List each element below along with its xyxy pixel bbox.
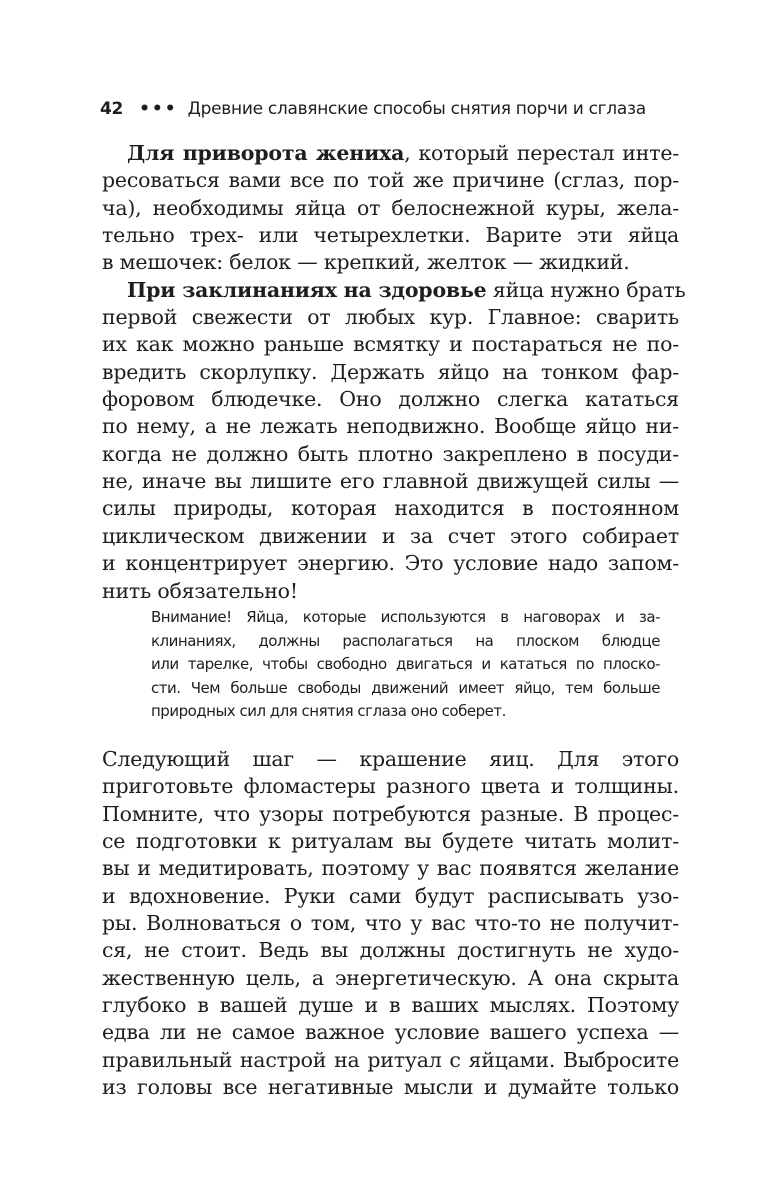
text-line: по нему, а не лежать неподвижно. Вообще яйцо ни- [102,414,679,439]
bold-lead: При заклинаниях на здоровье [127,277,487,302]
text-line: ры. Волноваться о том, что у вас что-то не получит- [102,911,679,936]
paragraph-1 [102,140,686,605]
text-line: ча), необходимы яйца от белоснежной куры, жела- [102,195,679,220]
text-line [102,277,686,304]
note-line: Внимание! Яйца, которые используются в наговорах и за- [151,608,660,626]
text-line: ресоваться вами все по той же причине (сглаз, пор- [102,168,679,193]
text-line: глубоко в вашей душе и в ваших мыслях. Поэтому [102,993,679,1018]
header-dots: ••• [139,99,178,119]
text-line: Помните, что узоры потребуются разные. В процес- [102,801,679,826]
text-line: и вдохновение. Руки сами будут расписывать узо- [102,883,679,908]
note-line: клинаниях, должны располагаться на плоском блюдце [151,631,660,650]
text-span: , который перестал инте- [404,141,679,165]
running-title: Древние славянские способы снятия порчи и сглаза [187,99,646,119]
text-line: нить обязательно! [102,578,298,603]
text-line: и концентрирует энергию. Это условие надо запом- [102,551,679,576]
running-header [100,99,680,119]
text-line: едва ли не самое важное условие вашего успеха — [102,1020,679,1045]
text-line: се подготовки к ритуалам вы будете читать молит- [102,829,679,854]
text-span: яйца нужно брать [486,277,686,302]
text-line: когда не должно быть плотно закреплено в посуди- [102,441,679,466]
note-block [151,606,660,724]
text-line: из головы все негативные мысли и думайте только [102,1075,679,1100]
note-line: или тарелке, чтобы свободно двигаться и кататься по плоско- [151,655,660,674]
page-number: 42 [100,99,124,119]
text-line: тельно трех- или четырехлетки. Варите эти яйца [102,223,679,248]
text-line: ся, не стоит. Ведь вы должны достигнуть не худо- [102,938,679,963]
note-line: природных сил для снятия сглаза оно соберет. [151,702,506,721]
paragraph-3 [102,746,679,1101]
text-line [102,140,679,167]
text-line: приготовьте фломастеры разного цвета и толщины. [102,774,679,799]
note-line: сти. Чем больше свободы движений имеет яйцо, тем больше [151,678,660,697]
text-line: Следующий шаг — крашение яиц. Для этого [102,747,679,771]
text-line: их как можно раньше всмятку и постараться не по- [102,332,679,357]
bold-lead: Для приворота жениха [127,141,405,165]
text-line: не, иначе вы лишите его главной движущей силы — [102,469,679,494]
text-line: первой свежести от любых кур. Главное: сварить [102,305,679,330]
text-line: форовом блюдечке. Оно должно слегка кататься [102,387,679,412]
text-line: в мешочек: белок — крепкий, желток — жидкий. [102,250,630,275]
text-line: вредить скорлупку. Держать яйцо на тонком фар- [102,359,679,384]
text-line: циклическом движении и за счет этого собирает [102,523,679,548]
text-line: правильный настрой на ритуал с яйцами. Выбросите [102,1047,679,1072]
text-line: жественную цель, а энергетическую. А она скрыта [102,965,679,990]
text-line: вы и медитировать, поэтому у вас появятся желание [102,856,679,881]
text-line: силы природы, которая находится в постоянном [102,496,679,521]
